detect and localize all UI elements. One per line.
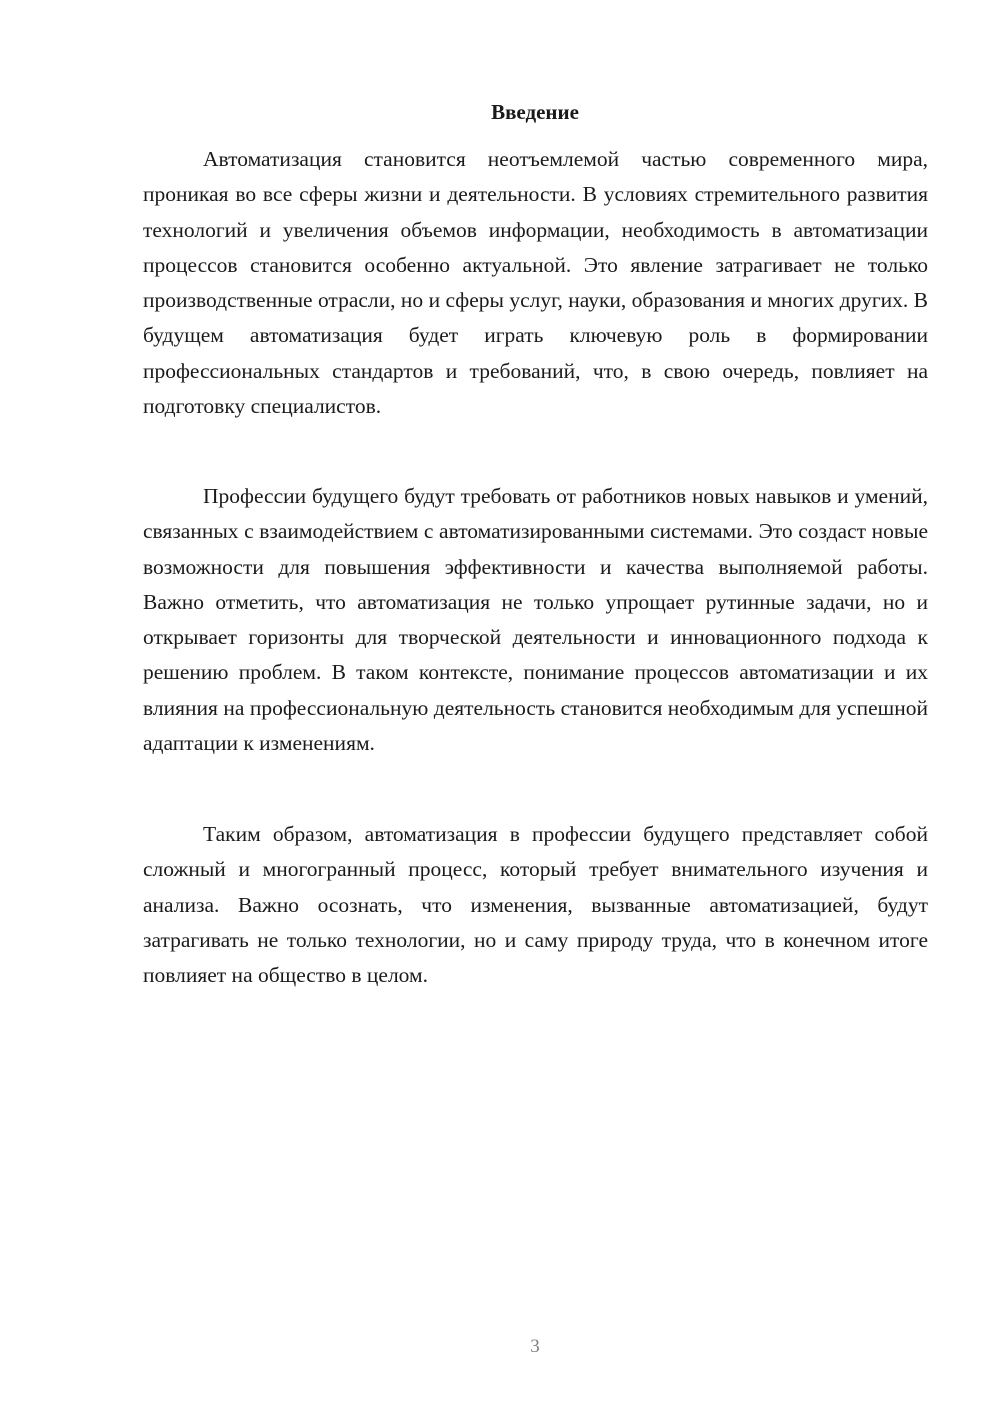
page-title: Введение bbox=[491, 100, 579, 124]
paragraph-3: Таким образом, автоматизация в профессии будущего представляет собой сложный и многогранный процесс, который требует внимательного изучения и анализа. Важно осознать, что изменения, вызванные автоматизацией, будут затрагивать не только технологии, но и саму природу труда, что в конечном итоге повлияет на общество в целом. bbox=[143, 822, 928, 988]
paragraph-1: Автоматизация становится неотъемлемой частью современного мира, проникая во все сферы жизни и деятельности. В условиях стремительного развития технологий и увеличения объемов информации, необходимость в автоматизации процессов становится особенно актуальной. Это явление затрагивает не только производственные отрасли, но и сферы услуг, науки, образования и многих других. В будущем автоматизация будет играть ключевую роль в формировании профессиональных стандартов и требований, что, в свою очередь, повлияет на подготовку специалистов. bbox=[143, 147, 928, 419]
paragraph-2: Профессии будущего будут требовать от работников новых навыков и умений, связанных с взаимодействием с автоматизированными системами. Это создаст новые возможности для повышения эффективности и качества выполняемой работы. Важно отметить, что автоматизация не только упрощает рутинные задачи, но и открывает горизонты для творческой деятельности и инновационного подхода к решению проблем. В таком контексте, понимание процессов автоматизации и их влияния на профессиональную деятельность становится необходимым для успешной адаптации к изменениям. bbox=[143, 484, 928, 756]
page-number: 3 bbox=[530, 1336, 540, 1357]
